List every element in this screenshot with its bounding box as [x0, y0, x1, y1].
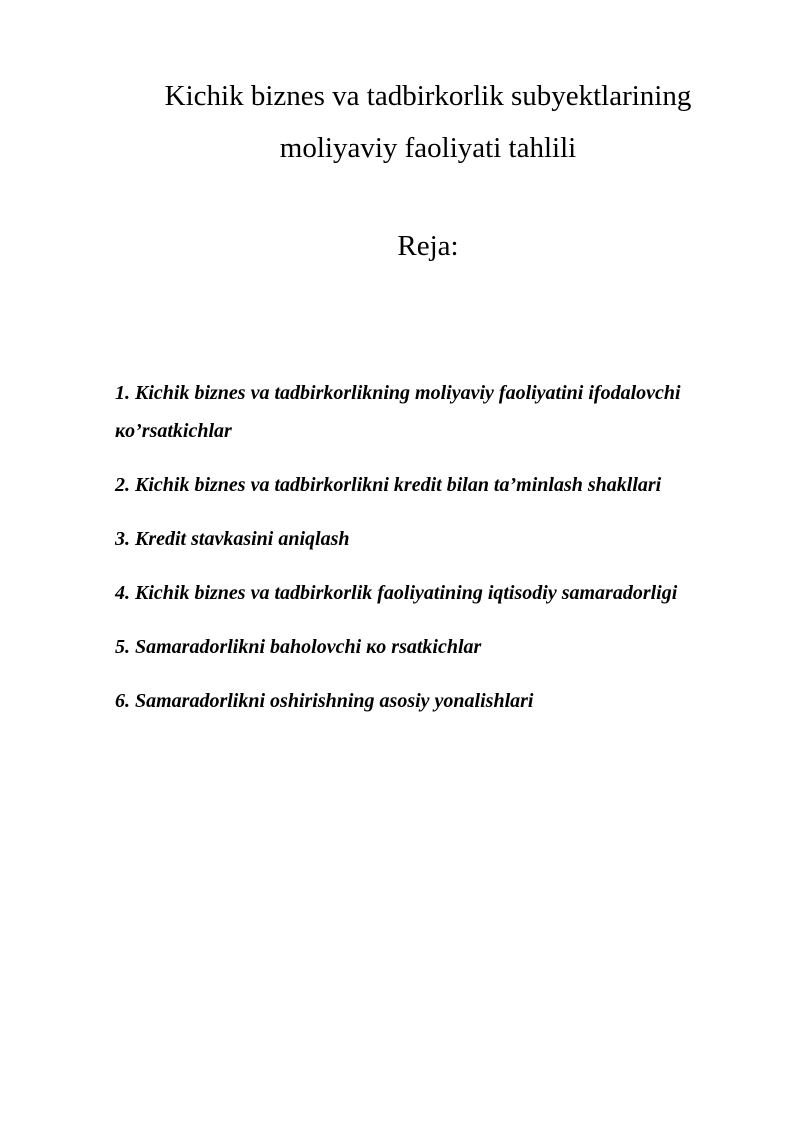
plan-item-1: 1. Kichik biznes va tadbirkorlikning moliyaviy faoliyatini ifodalovchi кo’rsatkichlar	[115, 382, 681, 442]
plan-item-3: 3. Kredit stavkasini aniqlash	[115, 528, 350, 550]
plan-item-2: 2. Kichik biznes va tadbirkorlikni kredit bilan ta’minlash shakllari	[115, 474, 662, 496]
title-line-1: Kichik biznes va tadbirkorlik subyektlarining	[164, 80, 692, 112]
title-line-2: moliyaviy faoliyati tahlili	[279, 132, 577, 164]
document-title	[0, 70, 800, 174]
plan-item-4: 4. Kichik biznes va tadbirkorlik faoliyatining iqtisodiy samaradorligi	[115, 582, 678, 604]
plan-heading: Reja:	[397, 230, 459, 262]
plan-item-6: 6. Samaradorlikni oshirishning asosiy yonalishlari	[115, 690, 534, 712]
plan-item-5: 5. Samaradorlikni baholovchi кo rsatkichlar	[115, 636, 482, 658]
plan-list	[115, 374, 755, 736]
